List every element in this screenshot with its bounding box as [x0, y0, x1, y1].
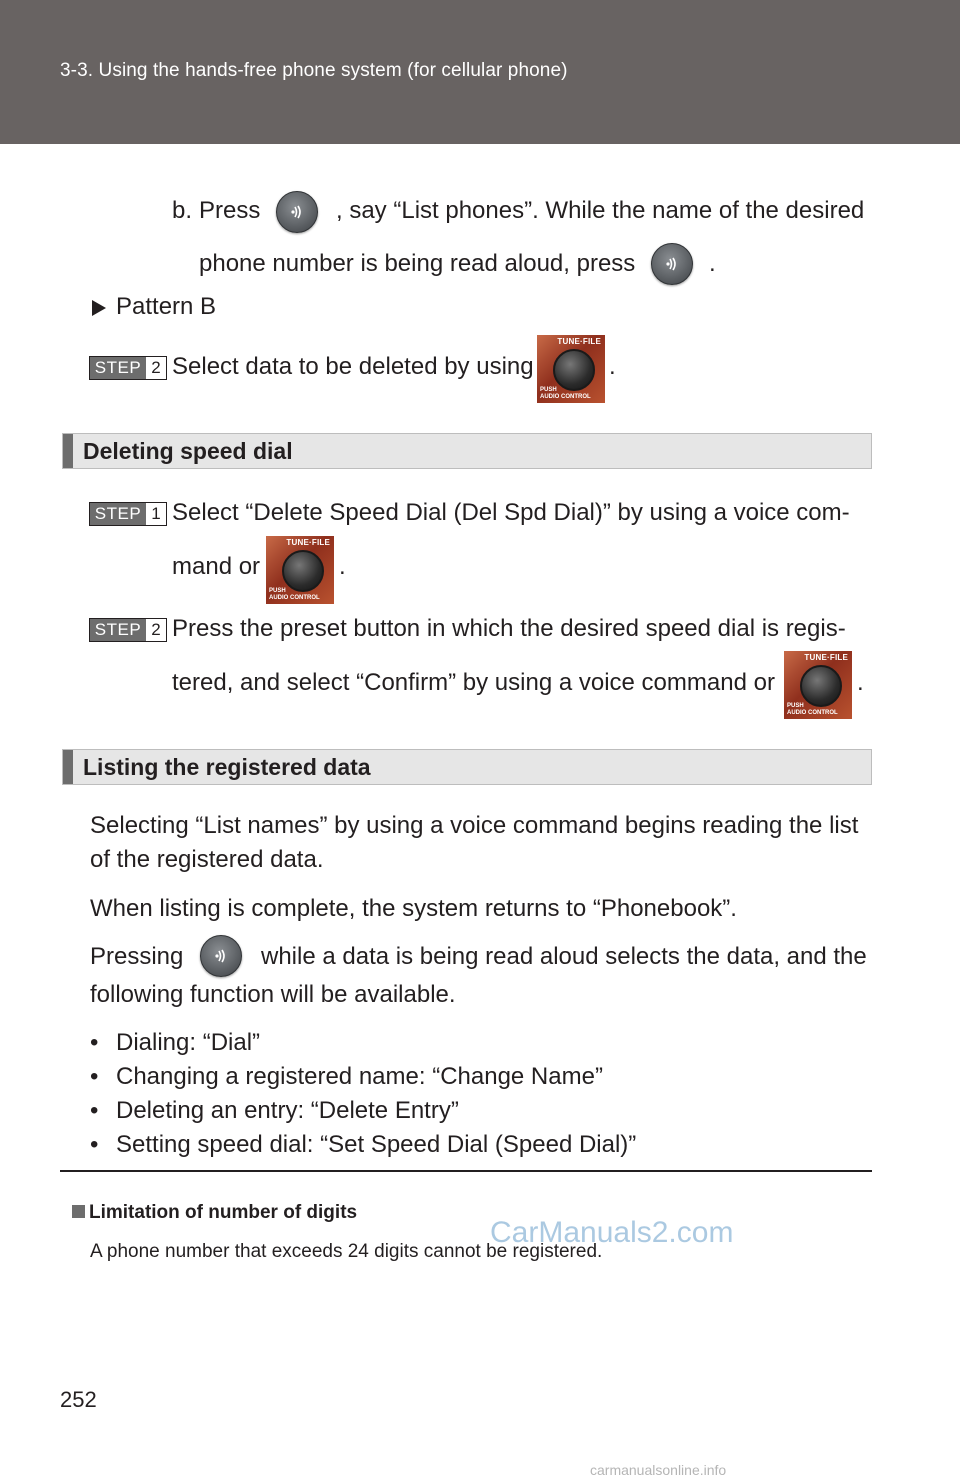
step-b-line2-end: . — [709, 250, 716, 277]
step-2-line1: Press the preset button in which the desired speed dial is regis- — [172, 615, 846, 642]
list-item: Dialing: “Dial” — [116, 1029, 261, 1056]
step-1-end: . — [339, 553, 346, 580]
note-heading: Limitation of number of digits — [72, 1200, 357, 1226]
page-number: 252 — [60, 1387, 97, 1412]
tune-file-knob-icon: TUNE·FILE PUSH AUDIO CONTROL — [537, 335, 605, 403]
step-2-badge — [89, 356, 167, 380]
bullet-marker: • — [90, 1063, 99, 1090]
step-1-line2: mand or — [172, 553, 261, 580]
step-2-end: . — [857, 669, 864, 696]
list-item: Setting speed dial: “Set Speed Dial (Speed Dial)” — [116, 1131, 637, 1158]
listing-paragraph-1-line2: of the registered data. — [90, 846, 324, 873]
step-2-text: Select data to be deleted by using — [172, 353, 534, 380]
step-b-label: b. — [172, 197, 193, 224]
list-item: Changing a registered name: “Change Name” — [116, 1063, 603, 1090]
section-deleting-speed-dial — [62, 433, 872, 469]
watermark: CarManuals2.com — [490, 1216, 734, 1249]
note-text: A phone number that exceeds 24 digits cannot be registered. — [90, 1241, 603, 1262]
step-b-press-text: Press — [199, 197, 261, 224]
step-label: STEP — [90, 503, 146, 525]
bullet-marker: • — [90, 1097, 99, 1124]
step-number: 2 — [151, 358, 161, 377]
voice-talk-switch-icon — [200, 935, 242, 977]
listing-paragraph-3-line2: following function will be available. — [90, 981, 456, 1008]
square-bullet-icon — [72, 1205, 85, 1218]
step-b-line2-text: phone number is being read aloud, press — [199, 250, 636, 277]
section-listing-registered-data — [62, 749, 872, 785]
step-label: STEP — [90, 357, 146, 379]
voice-talk-switch-icon — [651, 243, 693, 285]
section-heading: 3-3. Using the hands-free phone system (for cellular phone) — [60, 60, 568, 81]
triangle-bullet-icon — [90, 298, 108, 318]
divider — [60, 1170, 872, 1172]
bullet-marker: • — [90, 1131, 99, 1158]
footer-watermark: carmanualsonline.info — [590, 1462, 727, 1478]
step-1-line1: Select “Delete Speed Dial (Del Spd Dial)” by using a voice com- — [172, 499, 850, 526]
section-title: Listing the registered data — [83, 754, 371, 780]
list-item: Deleting an entry: “Delete Entry” — [116, 1097, 459, 1124]
step-b-line1-text: , say “List phones”. While the name of the desired — [336, 197, 865, 224]
section-title: Deleting speed dial — [83, 438, 293, 464]
step-2-badge — [89, 618, 167, 642]
step-number: 1 — [151, 504, 161, 523]
listing-paragraph-3-rest: while a data is being read aloud selects the data, and the — [261, 943, 867, 970]
listing-paragraph-3-start: Pressing — [90, 943, 184, 970]
tune-file-knob-icon: TUNE·FILE PUSH AUDIO CONTROL — [784, 651, 852, 719]
step-2-line2: tered, and select “Confirm” by using a voice command or — [172, 669, 775, 696]
page-header — [0, 0, 960, 144]
step-2-end: . — [609, 353, 616, 380]
bullet-marker: • — [90, 1029, 99, 1056]
listing-paragraph-2: When listing is complete, the system returns to “Phonebook”. — [90, 895, 737, 922]
listing-paragraph-1-line1: Selecting “List names” by using a voice command begins reading the list — [90, 812, 859, 839]
step-number: 2 — [151, 620, 161, 639]
tune-file-knob-icon: TUNE·FILE PUSH AUDIO CONTROL — [266, 536, 334, 604]
step-label: STEP — [90, 619, 146, 641]
step-1-badge — [89, 502, 167, 526]
pattern-b-label: Pattern B — [116, 293, 217, 320]
voice-talk-switch-icon — [276, 191, 318, 233]
